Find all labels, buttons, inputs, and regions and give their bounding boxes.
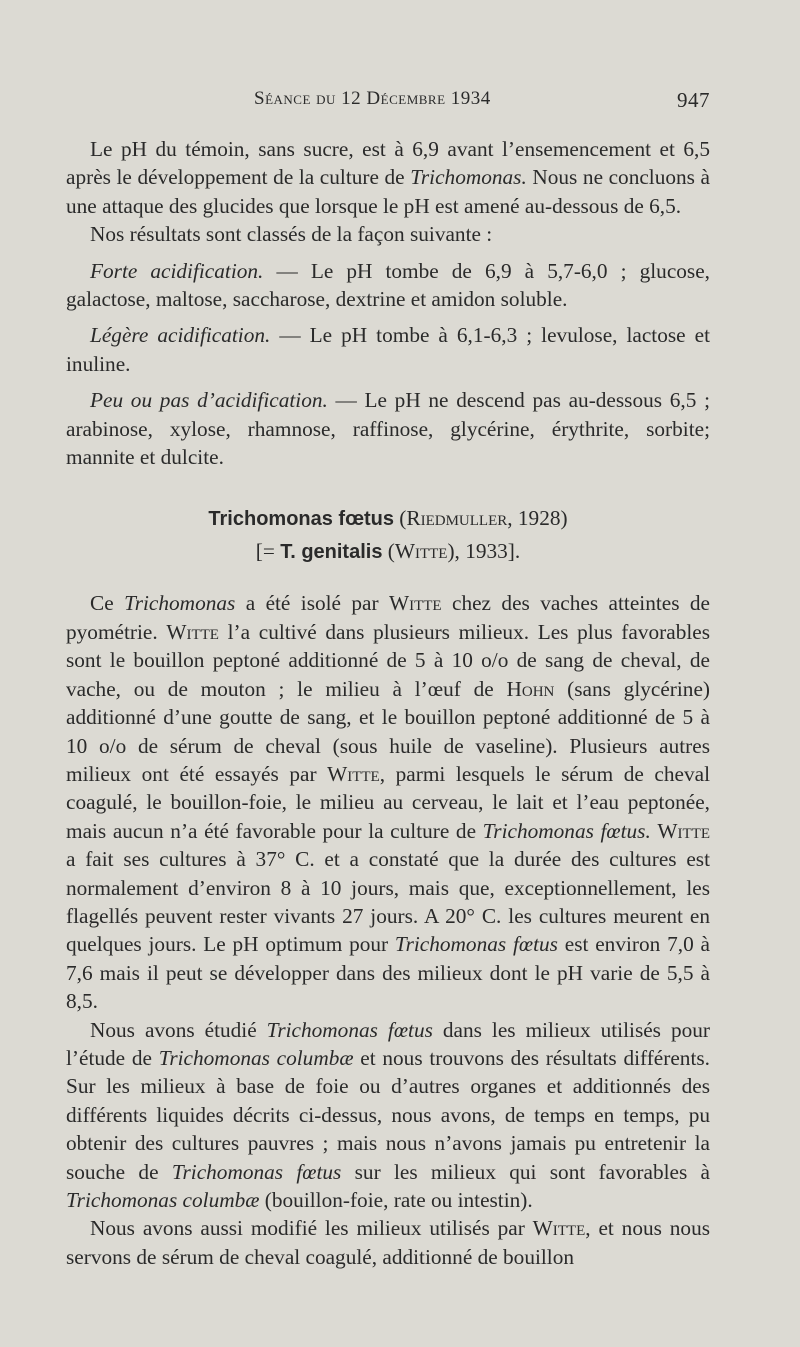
running-head-title: Séance du 12 Décembre 1934	[254, 88, 491, 109]
paragraph-results-intro: Nos résultats sont classés de la façon suivante :	[90, 222, 493, 247]
paragraph-our-study: Nous avons étudié Trichomonas fœtus dans les milieux utilisés pour l’étude de Trichomonas columbæ et nous trouvons des résultats différents. Sur les milieux à base de foie ou d’autres organes et additionnés des différents liquides décrits ci-dessus, nous avons, de temps en temps, pu obtenir des cultures pauvres ; mais nous n’avons jamais pu entretenir la souche de Trichomonas fœtus sur les milieux qui sont favorables à Trichomonas columbæ (bouillon-foie, rate ou intestin).	[66, 1017, 710, 1212]
paragraph-strong-acidification: Forte acidification. — Le pH tombe de 6,9 à 5,7-6,0 ; glucose, galactose, maltose, saccharose, dextrine et amidon soluble.	[66, 258, 710, 312]
paragraph-light-acidification: Légère acidification. — Le pH tombe à 6,1-6,3 ; levulose, lactose et inuline.	[66, 323, 710, 376]
paragraph-modified-media: Nous avons aussi modifié les milieux utilisés par Witte, et nous nous servons de sérum de cheval coagulé, additionné de bouillon	[66, 1216, 711, 1269]
page-number: 947	[677, 88, 710, 112]
paragraph-ph-control: Le pH du témoin, sans sucre, est à 6,9 avant l’ensemencement et 6,5 après le développement de la culture de Trichomonas. Nous ne concluons à une attaque des glucides que lorsque le pH est amené au-dessous de 6,5.	[66, 137, 710, 218]
section-heading	[66, 503, 710, 567]
paragraph-witte-cultures: Ce Trichomonas a été isolé par Witte chez des vaches atteintes de pyométrie. Witte l’a cultivé dans plusieurs milieux. Les plus favorables sont le bouillon peptoné additionné de 5 à 10 o/o de sang de cheval, de vache, ou de mouton ; le milieu à l’œuf de Hohn (sans glycérine) additionné d’une goutte de sang, et le bouillon peptoné additionné de 5 à 10 o/o de sérum de cheval (sous huile de vaseline). Plusieurs autres milieux ont été essayés par Witte, parmi lesquels le sérum de cheval coagulé, le bouillon-foie, le milieu au cerveau, le lait et l’eau peptonée, mais aucun n’a été favorable pour la culture de Trichomonas fœtus. Witte a fait ses cultures à 37° C. et a constaté que la durée des cultures est normalement d’environ 8 à 10 jours, mais que, exceptionnellement, les flagellés peuvent rester vivants 27 jours. A 20° C. les cultures meurent en quelques jours. Le pH optimum pour Trichomonas fœtus est environ 7,0 à 7,6 mais il peut se développer dans des milieux dont le pH varie de 5,5 à 8,5.	[66, 591, 711, 1014]
section-heading-line1: Trichomonas fœtus (Riedmuller, 1928)	[208, 506, 568, 531]
section-heading-line2: [= T. genitalis (Witte), 1933].	[255, 539, 521, 564]
paragraph-no-acidification: Peu ou pas d’acidification. — Le pH ne descend pas au-dessous 6,5 ; arabinose, xylose, rhamnose, raffinose, glycérine, érythrite, sorbite; mannite et dulcite.	[66, 388, 710, 470]
body-text	[66, 135, 710, 1271]
running-head	[66, 88, 710, 118]
